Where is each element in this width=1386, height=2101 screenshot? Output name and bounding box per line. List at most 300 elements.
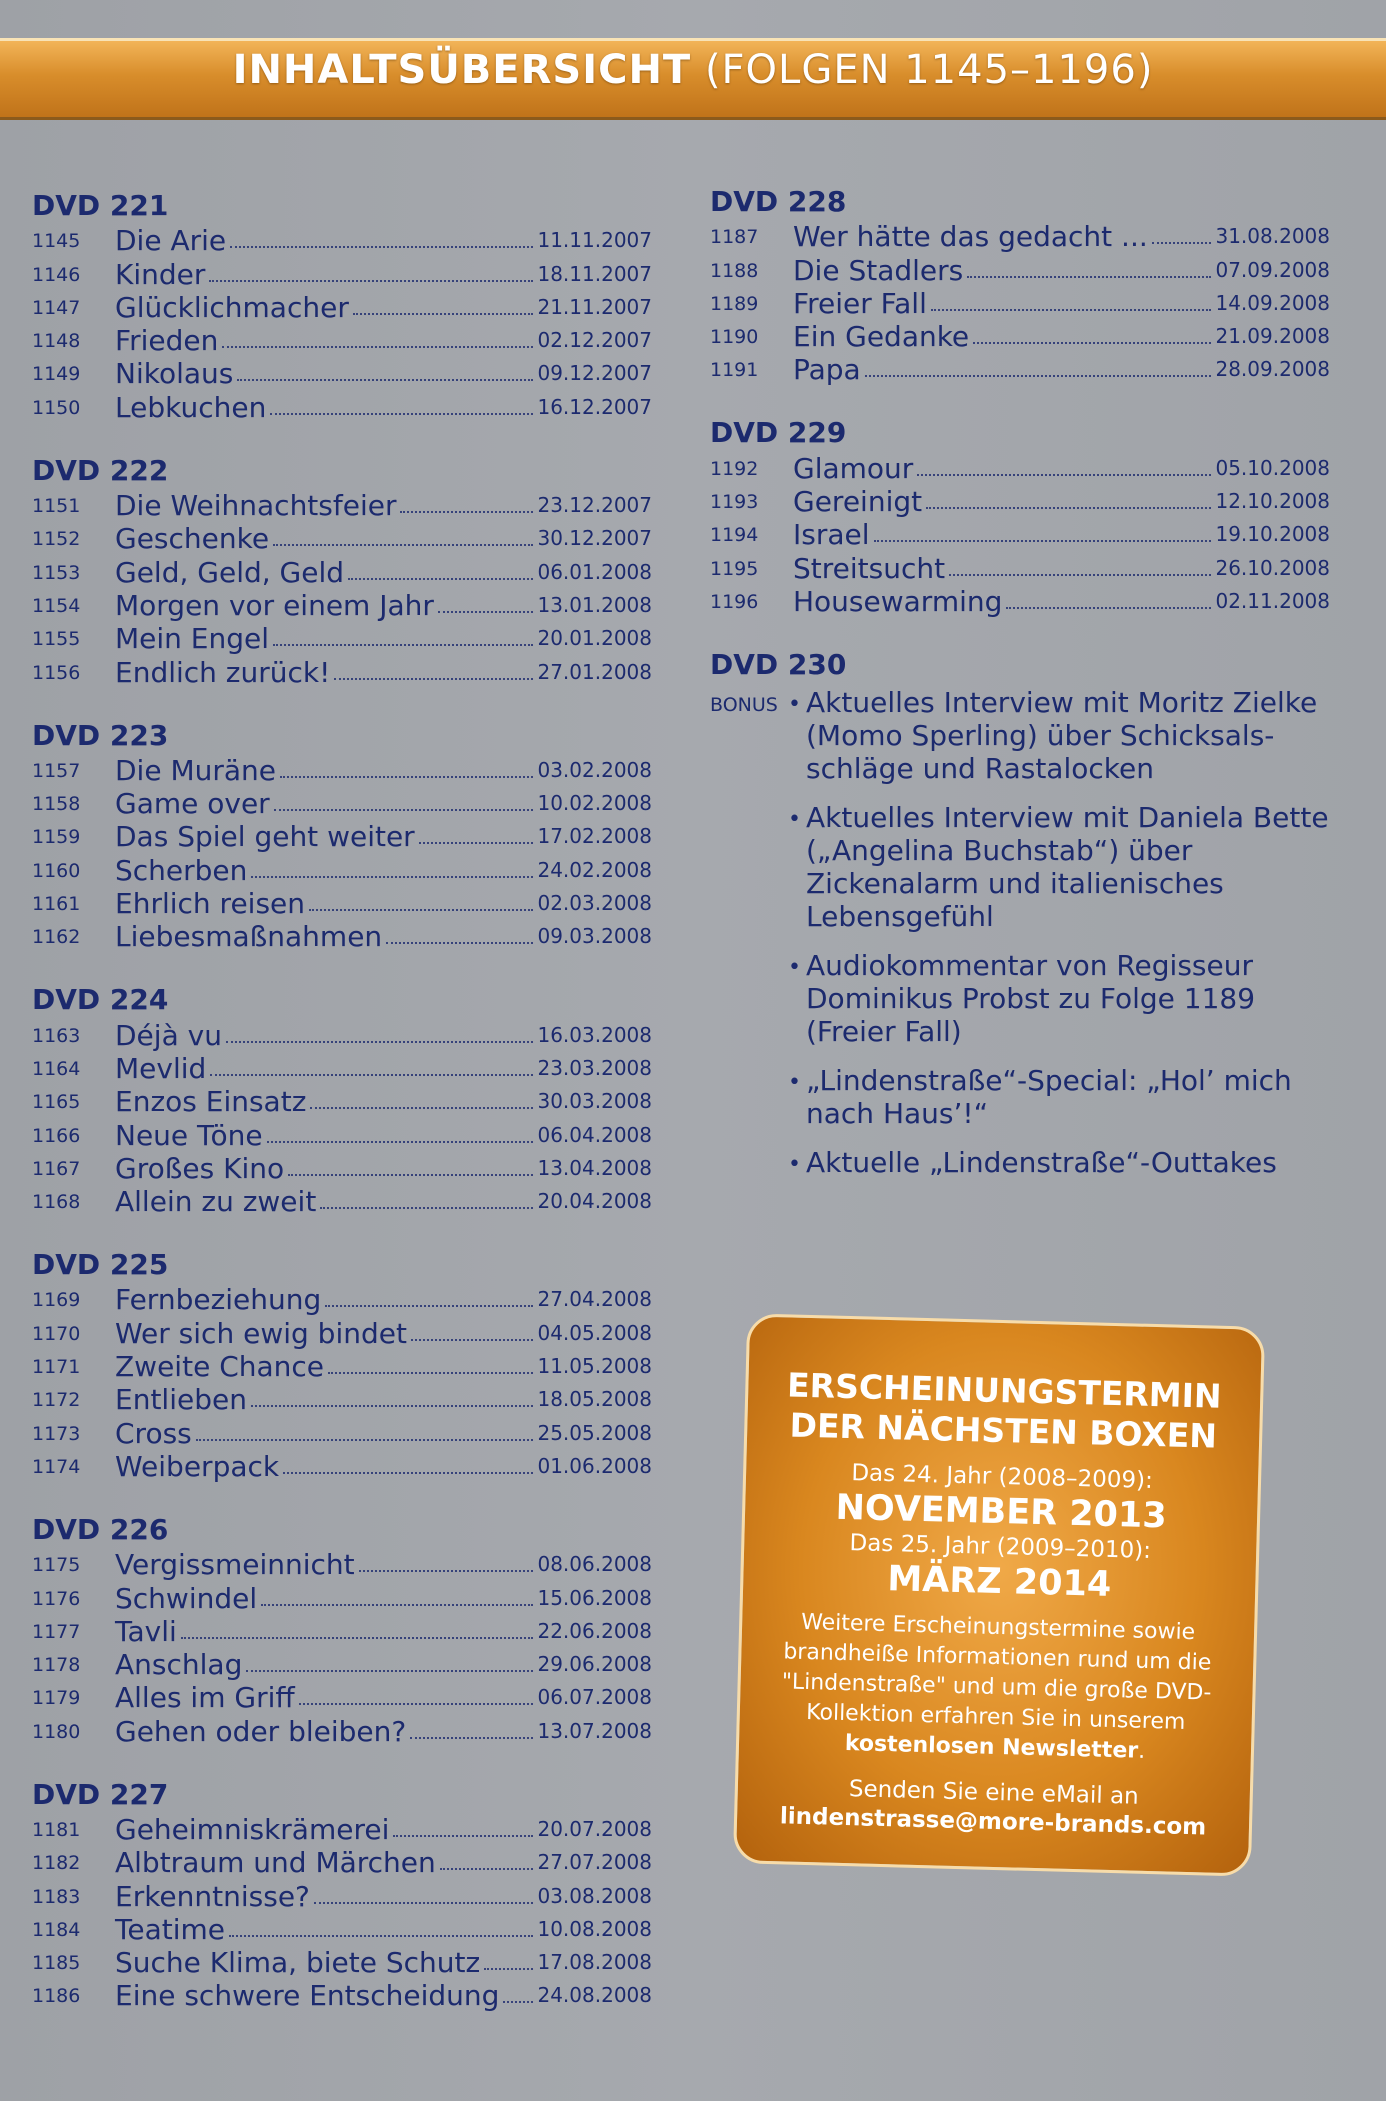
air-date: 13.04.2008 <box>537 1155 652 1180</box>
release-dates-box <box>733 1313 1265 1876</box>
episode-row <box>32 1051 652 1084</box>
episode-number: 1165 <box>32 1091 81 1114</box>
air-date: 27.07.2008 <box>537 1850 652 1875</box>
dot-leader <box>226 1041 534 1043</box>
air-date: 27.01.2008 <box>537 659 652 684</box>
episode-number: 1174 <box>32 1455 81 1478</box>
dvd-title: DVD 228 <box>710 185 847 218</box>
air-date: 28.09.2008 <box>1215 357 1330 382</box>
air-date: 27.04.2008 <box>537 1287 652 1312</box>
episode-row <box>32 1647 652 1680</box>
episode-number: 1196 <box>710 590 759 613</box>
episode-number: 1189 <box>710 292 759 315</box>
dot-leader <box>359 1570 534 1572</box>
episode-number: 1163 <box>32 1024 81 1047</box>
episode-title: Housewarming <box>793 584 1003 618</box>
episode-title: Ehrlich reisen <box>115 887 306 921</box>
episode-title: Geheimniskrämerei <box>115 1812 390 1846</box>
air-date: 20.07.2008 <box>537 1816 652 1841</box>
episode-number: 1162 <box>32 926 81 949</box>
dot-leader <box>230 246 533 248</box>
episode-title: Streitsucht <box>793 551 946 585</box>
episode-row <box>32 1878 652 1911</box>
year-25-label: Das 25. Jahr (2009–2010): <box>849 1530 1152 1564</box>
dot-leader <box>273 544 533 546</box>
episode-title: Suche Klima, biete Schutz <box>115 1946 481 1980</box>
episode-number: 1190 <box>710 326 759 349</box>
title-main: INHALTSÜBERSICHT <box>232 47 692 93</box>
episode-title: Allein zu zweit <box>115 1185 317 1219</box>
episode-number: 1175 <box>32 1554 81 1577</box>
episode-title: Die Stadlers <box>793 253 964 287</box>
episode-row <box>32 389 652 422</box>
episode-row <box>32 753 652 786</box>
episode-title: Israel <box>793 518 870 552</box>
episode-row <box>32 852 652 885</box>
newsletter-text-pre: Weitere Erscheinungstermine sowie brandheiße Informationen rund um die "Lindenstraße" und um die große DVD-Kollektion erfahren Sie in unserem <box>781 1609 1212 1735</box>
air-date: 13.07.2008 <box>537 1718 652 1743</box>
episode-title: Die Weihnachtsfeier <box>115 489 397 523</box>
dvd-title: DVD 225 <box>32 1248 169 1282</box>
episode-number: 1159 <box>32 826 81 849</box>
episode-title: Morgen vor einem Jahr <box>115 588 434 622</box>
left-column <box>32 190 652 2043</box>
dvd-title: DVD 230 <box>710 647 847 681</box>
episode-number: 1173 <box>32 1422 81 1445</box>
episode-number: 1171 <box>32 1356 81 1379</box>
dot-leader <box>237 379 533 381</box>
page-title <box>0 47 1386 93</box>
episode-title: Die Muräne <box>115 753 277 787</box>
dot-leader <box>270 413 533 415</box>
episode-number: 1146 <box>32 263 81 286</box>
episode-number: 1177 <box>32 1620 81 1643</box>
episode-row <box>32 886 652 919</box>
episode-number: 1150 <box>32 396 81 419</box>
dot-leader <box>411 1339 534 1341</box>
dvd-block <box>32 720 652 953</box>
dot-leader <box>246 1670 533 1672</box>
episode-row <box>32 1978 652 2011</box>
episode-row <box>32 521 652 554</box>
air-date: 11.05.2008 <box>537 1354 652 1379</box>
episode-row <box>710 319 1330 352</box>
episode-row <box>710 517 1330 550</box>
episode-number: 1182 <box>32 1852 81 1875</box>
air-date: 21.09.2008 <box>1215 324 1330 349</box>
episode-row <box>32 1415 652 1448</box>
air-date: 07.09.2008 <box>1215 257 1330 282</box>
episode-title: Das Spiel geht weiter <box>115 820 415 854</box>
send-email-text: Senden Sie eine eMail an <box>848 1776 1140 1810</box>
email-address[interactable]: lindenstrasse@more-brands.com <box>779 1803 1207 1841</box>
episode-title: Anschlag <box>115 1648 243 1682</box>
year-24-label: Das 24. Jahr (2008–2009): <box>851 1460 1154 1494</box>
right-column <box>710 186 1330 1227</box>
episode-number: 1153 <box>32 561 81 584</box>
dot-leader <box>274 809 534 811</box>
episode-number: 1194 <box>710 524 759 547</box>
episode-title: Geld, Geld, Geld <box>115 555 345 589</box>
episode-row <box>32 1151 652 1184</box>
episode-row <box>32 1449 652 1482</box>
episode-row <box>32 1845 652 1878</box>
dot-leader <box>251 1405 534 1407</box>
episode-title: Glücklichmacher <box>115 290 349 324</box>
dot-leader <box>410 1737 533 1739</box>
air-date: 23.12.2007 <box>537 493 652 518</box>
air-date: 06.07.2008 <box>537 1685 652 1710</box>
episode-title: Glamour <box>793 451 914 485</box>
episode-number: 1167 <box>32 1157 81 1180</box>
dvd-title: DVD 229 <box>710 416 847 450</box>
episode-number: 1183 <box>32 1885 81 1908</box>
episode-number: 1166 <box>32 1124 81 1147</box>
episode-number: 1188 <box>710 259 759 282</box>
newsletter-text-post: . <box>1137 1738 1146 1764</box>
episode-number: 1172 <box>32 1389 81 1412</box>
air-date: 22.06.2008 <box>537 1618 652 1643</box>
air-date: 03.08.2008 <box>537 1883 652 1908</box>
episode-row <box>32 1680 652 1713</box>
air-date: 30.03.2008 <box>537 1089 652 1114</box>
episode-row <box>32 1713 652 1746</box>
dot-leader <box>280 776 533 778</box>
dot-leader <box>503 2001 533 2003</box>
dot-leader <box>400 511 533 513</box>
dvd-230 <box>710 649 1330 1195</box>
dot-leader <box>229 1935 533 1937</box>
air-date: 15.06.2008 <box>537 1585 652 1610</box>
dvd-block <box>32 1249 652 1482</box>
air-date: 05.10.2008 <box>1215 455 1330 480</box>
episode-row <box>710 450 1330 483</box>
dvd-block <box>32 455 652 688</box>
episode-title: Nikolaus <box>115 357 234 391</box>
dot-leader <box>1006 607 1211 609</box>
episode-title: Cross <box>115 1416 192 1450</box>
episode-row <box>32 621 652 654</box>
episode-row <box>710 352 1330 385</box>
episode-row <box>32 1812 652 1845</box>
air-date: 04.05.2008 <box>537 1320 652 1345</box>
air-date: 29.06.2008 <box>537 1652 652 1677</box>
episode-title: Mein Engel <box>115 622 270 656</box>
episode-row <box>32 1382 652 1415</box>
air-date: 06.01.2008 <box>537 559 652 584</box>
episode-row <box>32 1547 652 1580</box>
dot-leader <box>210 1074 533 1076</box>
dot-leader <box>325 1305 533 1307</box>
air-date: 02.03.2008 <box>537 891 652 916</box>
episode-row <box>32 356 652 389</box>
episode-number: 1148 <box>32 330 81 353</box>
episode-number: 1170 <box>32 1322 81 1345</box>
episode-number: 1180 <box>32 1720 81 1743</box>
dot-leader <box>967 276 1211 278</box>
bonus-item: • Aktuelles Interview mit Daniela Bette („Angelina Buchstab“) über Zickenalarm und italienisches Lebensgefühl <box>788 801 1330 933</box>
air-date: 25.05.2008 <box>537 1420 652 1445</box>
air-date: 11.11.2007 <box>537 228 652 253</box>
episode-number: 1147 <box>32 296 81 319</box>
episode-row <box>710 484 1330 517</box>
dvd-block <box>710 186 1330 385</box>
air-date: 17.02.2008 <box>537 824 652 849</box>
episode-number: 1179 <box>32 1687 81 1710</box>
dvd-title: DVD 224 <box>32 983 169 1017</box>
dvd-title: DVD 221 <box>32 189 169 222</box>
dvd-block <box>710 417 1330 616</box>
dot-leader <box>328 1372 533 1374</box>
bonus-label: BONUS <box>710 693 778 716</box>
dot-leader <box>386 942 533 944</box>
dot-leader <box>283 1472 533 1474</box>
episode-title: Ein Gedanke <box>793 320 970 354</box>
episode-row <box>32 819 652 852</box>
episode-row <box>32 223 652 256</box>
episode-row <box>32 323 652 356</box>
episode-number: 1185 <box>32 1952 81 1975</box>
air-date: 03.02.2008 <box>537 757 652 782</box>
episode-row <box>32 1017 652 1050</box>
episode-number: 1152 <box>32 528 81 551</box>
episode-title: Entlieben <box>115 1383 247 1417</box>
bonus-list <box>788 686 1330 1195</box>
episode-title: Teatime <box>115 1912 225 1946</box>
episode-number: 1157 <box>32 759 81 782</box>
dot-leader <box>299 1703 534 1705</box>
dvd-block <box>32 1514 652 1747</box>
episode-row <box>710 584 1330 617</box>
dot-leader <box>309 909 533 911</box>
dvd-title: DVD 223 <box>32 718 169 752</box>
dot-leader <box>222 346 533 348</box>
air-date: 02.11.2008 <box>1215 588 1330 613</box>
episode-number: 1160 <box>32 859 81 882</box>
episode-number: 1184 <box>32 1918 81 1941</box>
bonus-item: • Aktuelles Interview mit Moritz Zielke (Momo Sperling) über Schicksals- schläge und Rastalocken <box>788 686 1330 785</box>
episode-row <box>32 1349 652 1382</box>
episode-title: Neue Töne <box>115 1118 263 1152</box>
dot-leader <box>926 507 1211 509</box>
episode-number: 1151 <box>32 495 81 518</box>
episode-title: Enzos Einsatz <box>115 1085 307 1119</box>
episode-title: Mevlid <box>115 1051 207 1085</box>
dot-leader <box>917 474 1211 476</box>
episode-row <box>32 290 652 323</box>
episode-number: 1161 <box>32 893 81 916</box>
dot-leader <box>314 1902 534 1904</box>
episode-number: 1181 <box>32 1818 81 1841</box>
dot-leader <box>865 375 1212 377</box>
right-dvd-list <box>710 186 1330 617</box>
episode-title: Tavli <box>115 1614 177 1648</box>
dvd-title: DVD 227 <box>32 1777 169 1811</box>
episode-row <box>32 488 652 521</box>
dot-leader <box>320 1207 533 1209</box>
bonus-item: • „Lindenstraße“-Special: „Hol’ mich nach Haus’!“ <box>788 1064 1330 1130</box>
episode-title: Gehen oder bleiben? <box>115 1714 407 1748</box>
dot-leader <box>484 1968 533 1970</box>
dot-leader <box>438 611 534 613</box>
air-date: 09.03.2008 <box>537 924 652 949</box>
dot-leader <box>973 342 1211 344</box>
episode-title: Wer hätte das gedacht ... <box>793 220 1148 254</box>
air-date: 26.10.2008 <box>1215 555 1330 580</box>
episode-number: 1156 <box>32 661 81 684</box>
dot-leader <box>181 1637 534 1639</box>
air-date: 02.12.2007 <box>537 328 652 353</box>
episode-title: Geschenke <box>115 522 270 556</box>
air-date: 10.08.2008 <box>537 1916 652 1941</box>
episode-row <box>710 219 1330 252</box>
episode-row <box>32 554 652 587</box>
dot-leader <box>288 1174 533 1176</box>
episode-number: 1149 <box>32 363 81 386</box>
dot-leader <box>196 1439 534 1441</box>
episode-title: Vergissmeinnicht <box>115 1548 355 1582</box>
episode-row <box>32 1945 652 1978</box>
dot-leader <box>931 309 1212 311</box>
air-date: 08.06.2008 <box>537 1552 652 1577</box>
dvd-block <box>32 984 652 1217</box>
episode-row <box>710 286 1330 319</box>
episode-title: Endlich zurück! <box>115 655 331 689</box>
episode-number: 1193 <box>710 491 759 514</box>
episode-row <box>32 1315 652 1348</box>
episode-number: 1176 <box>32 1587 81 1610</box>
air-date: 18.11.2007 <box>537 261 652 286</box>
episode-number: 1164 <box>32 1057 81 1080</box>
episode-number: 1155 <box>32 628 81 651</box>
episode-title: Kinder <box>115 257 206 291</box>
episode-number: 1191 <box>710 359 759 382</box>
air-date: 24.08.2008 <box>537 1983 652 2008</box>
dot-leader <box>334 678 533 680</box>
episode-title: Game over <box>115 787 270 821</box>
episode-title: Alles im Griff <box>115 1681 295 1715</box>
episode-row <box>32 1282 652 1315</box>
episode-number: 1169 <box>32 1289 81 1312</box>
episode-row <box>32 1614 652 1647</box>
air-date: 01.06.2008 <box>537 1453 652 1478</box>
title-range: (FOLGEN 1145–1196) <box>704 47 1154 93</box>
episode-row <box>32 1912 652 1945</box>
air-date: 18.05.2008 <box>537 1387 652 1412</box>
dot-leader <box>310 1107 533 1109</box>
dot-leader <box>1152 242 1212 244</box>
dot-leader <box>209 280 533 282</box>
episode-row <box>32 1084 652 1117</box>
episode-title: Schwindel <box>115 1581 258 1615</box>
dot-leader <box>393 1835 533 1837</box>
year-25-date: MÄRZ 2014 <box>886 1559 1112 1605</box>
episode-number: 1192 <box>710 457 759 480</box>
episode-row <box>32 654 652 687</box>
episode-row <box>32 588 652 621</box>
episode-number: 1154 <box>32 594 81 617</box>
dot-leader <box>348 578 533 580</box>
episode-title: Liebesmaßnahmen <box>115 920 383 954</box>
air-date: 17.08.2008 <box>537 1950 652 1975</box>
dot-leader <box>267 1141 534 1143</box>
episode-number: 1178 <box>32 1654 81 1677</box>
episode-title: Wer sich ewig bindet <box>115 1316 407 1350</box>
episode-row <box>710 550 1330 583</box>
promo-heading-2: DER NÄCHSTEN BOXEN <box>789 1405 1218 1456</box>
air-date: 19.10.2008 <box>1215 522 1330 547</box>
dot-leader <box>440 1868 534 1870</box>
episode-number: 1187 <box>710 226 759 249</box>
air-date: 10.02.2008 <box>537 791 652 816</box>
air-date: 06.04.2008 <box>537 1122 652 1147</box>
episode-number: 1195 <box>710 557 759 580</box>
episode-title: Papa <box>793 353 861 387</box>
dot-leader <box>251 876 533 878</box>
episode-title: Scherben <box>115 853 248 887</box>
air-date: 24.02.2008 <box>537 857 652 882</box>
episode-row <box>32 786 652 819</box>
episode-row <box>710 252 1330 285</box>
air-date: 09.12.2007 <box>537 361 652 386</box>
episode-title: Fernbeziehung <box>115 1283 322 1317</box>
dot-leader <box>261 1604 533 1606</box>
dvd-title: DVD 222 <box>32 453 169 487</box>
dot-leader <box>874 540 1212 542</box>
episode-title: Erkenntnisse? <box>115 1879 310 1913</box>
bonus-section <box>710 686 1330 1195</box>
air-date: 16.12.2007 <box>537 394 652 419</box>
episode-number: 1158 <box>32 793 81 816</box>
episode-number: 1145 <box>32 230 81 253</box>
air-date: 31.08.2008 <box>1215 224 1330 249</box>
dvd-block <box>32 190 652 423</box>
air-date: 13.01.2008 <box>537 592 652 617</box>
air-date: 20.01.2008 <box>537 626 652 651</box>
air-date: 23.03.2008 <box>537 1055 652 1080</box>
promo-heading-1: ERSCHEINUNGSTERMIN <box>786 1365 1223 1416</box>
dot-leader <box>419 842 534 844</box>
episode-row <box>32 1580 652 1613</box>
episode-title: Lebkuchen <box>115 390 267 424</box>
episode-title: Déjà vu <box>115 1018 222 1052</box>
episode-row <box>32 919 652 952</box>
episode-title: Frieden <box>115 324 219 358</box>
air-date: 14.09.2008 <box>1215 290 1330 315</box>
episode-number: 1168 <box>32 1191 81 1214</box>
episode-title: Großes Kino <box>115 1151 285 1185</box>
year-24-date: NOVEMBER 2013 <box>835 1487 1168 1537</box>
episode-row <box>32 256 652 289</box>
dot-leader <box>353 313 534 315</box>
episode-title: Freier Fall <box>793 286 927 320</box>
air-date: 21.11.2007 <box>537 294 652 319</box>
episode-title: Weiberpack <box>115 1449 280 1483</box>
air-date: 16.03.2008 <box>537 1022 652 1047</box>
air-date: 12.10.2008 <box>1215 489 1330 514</box>
episode-number: 1186 <box>32 1985 81 2008</box>
episode-title: Die Arie <box>115 224 227 258</box>
dot-leader <box>273 644 533 646</box>
episode-row <box>32 1117 652 1150</box>
newsletter-link-text: kostenlosen Newsletter <box>844 1731 1139 1764</box>
episode-row <box>32 1184 652 1217</box>
air-date: 20.04.2008 <box>537 1189 652 1214</box>
episode-title: Eine schwere Entscheidung <box>115 1979 500 2013</box>
dot-leader <box>949 574 1211 576</box>
episode-title: Gereinigt <box>793 485 923 519</box>
newsletter-text <box>761 1607 1233 1769</box>
